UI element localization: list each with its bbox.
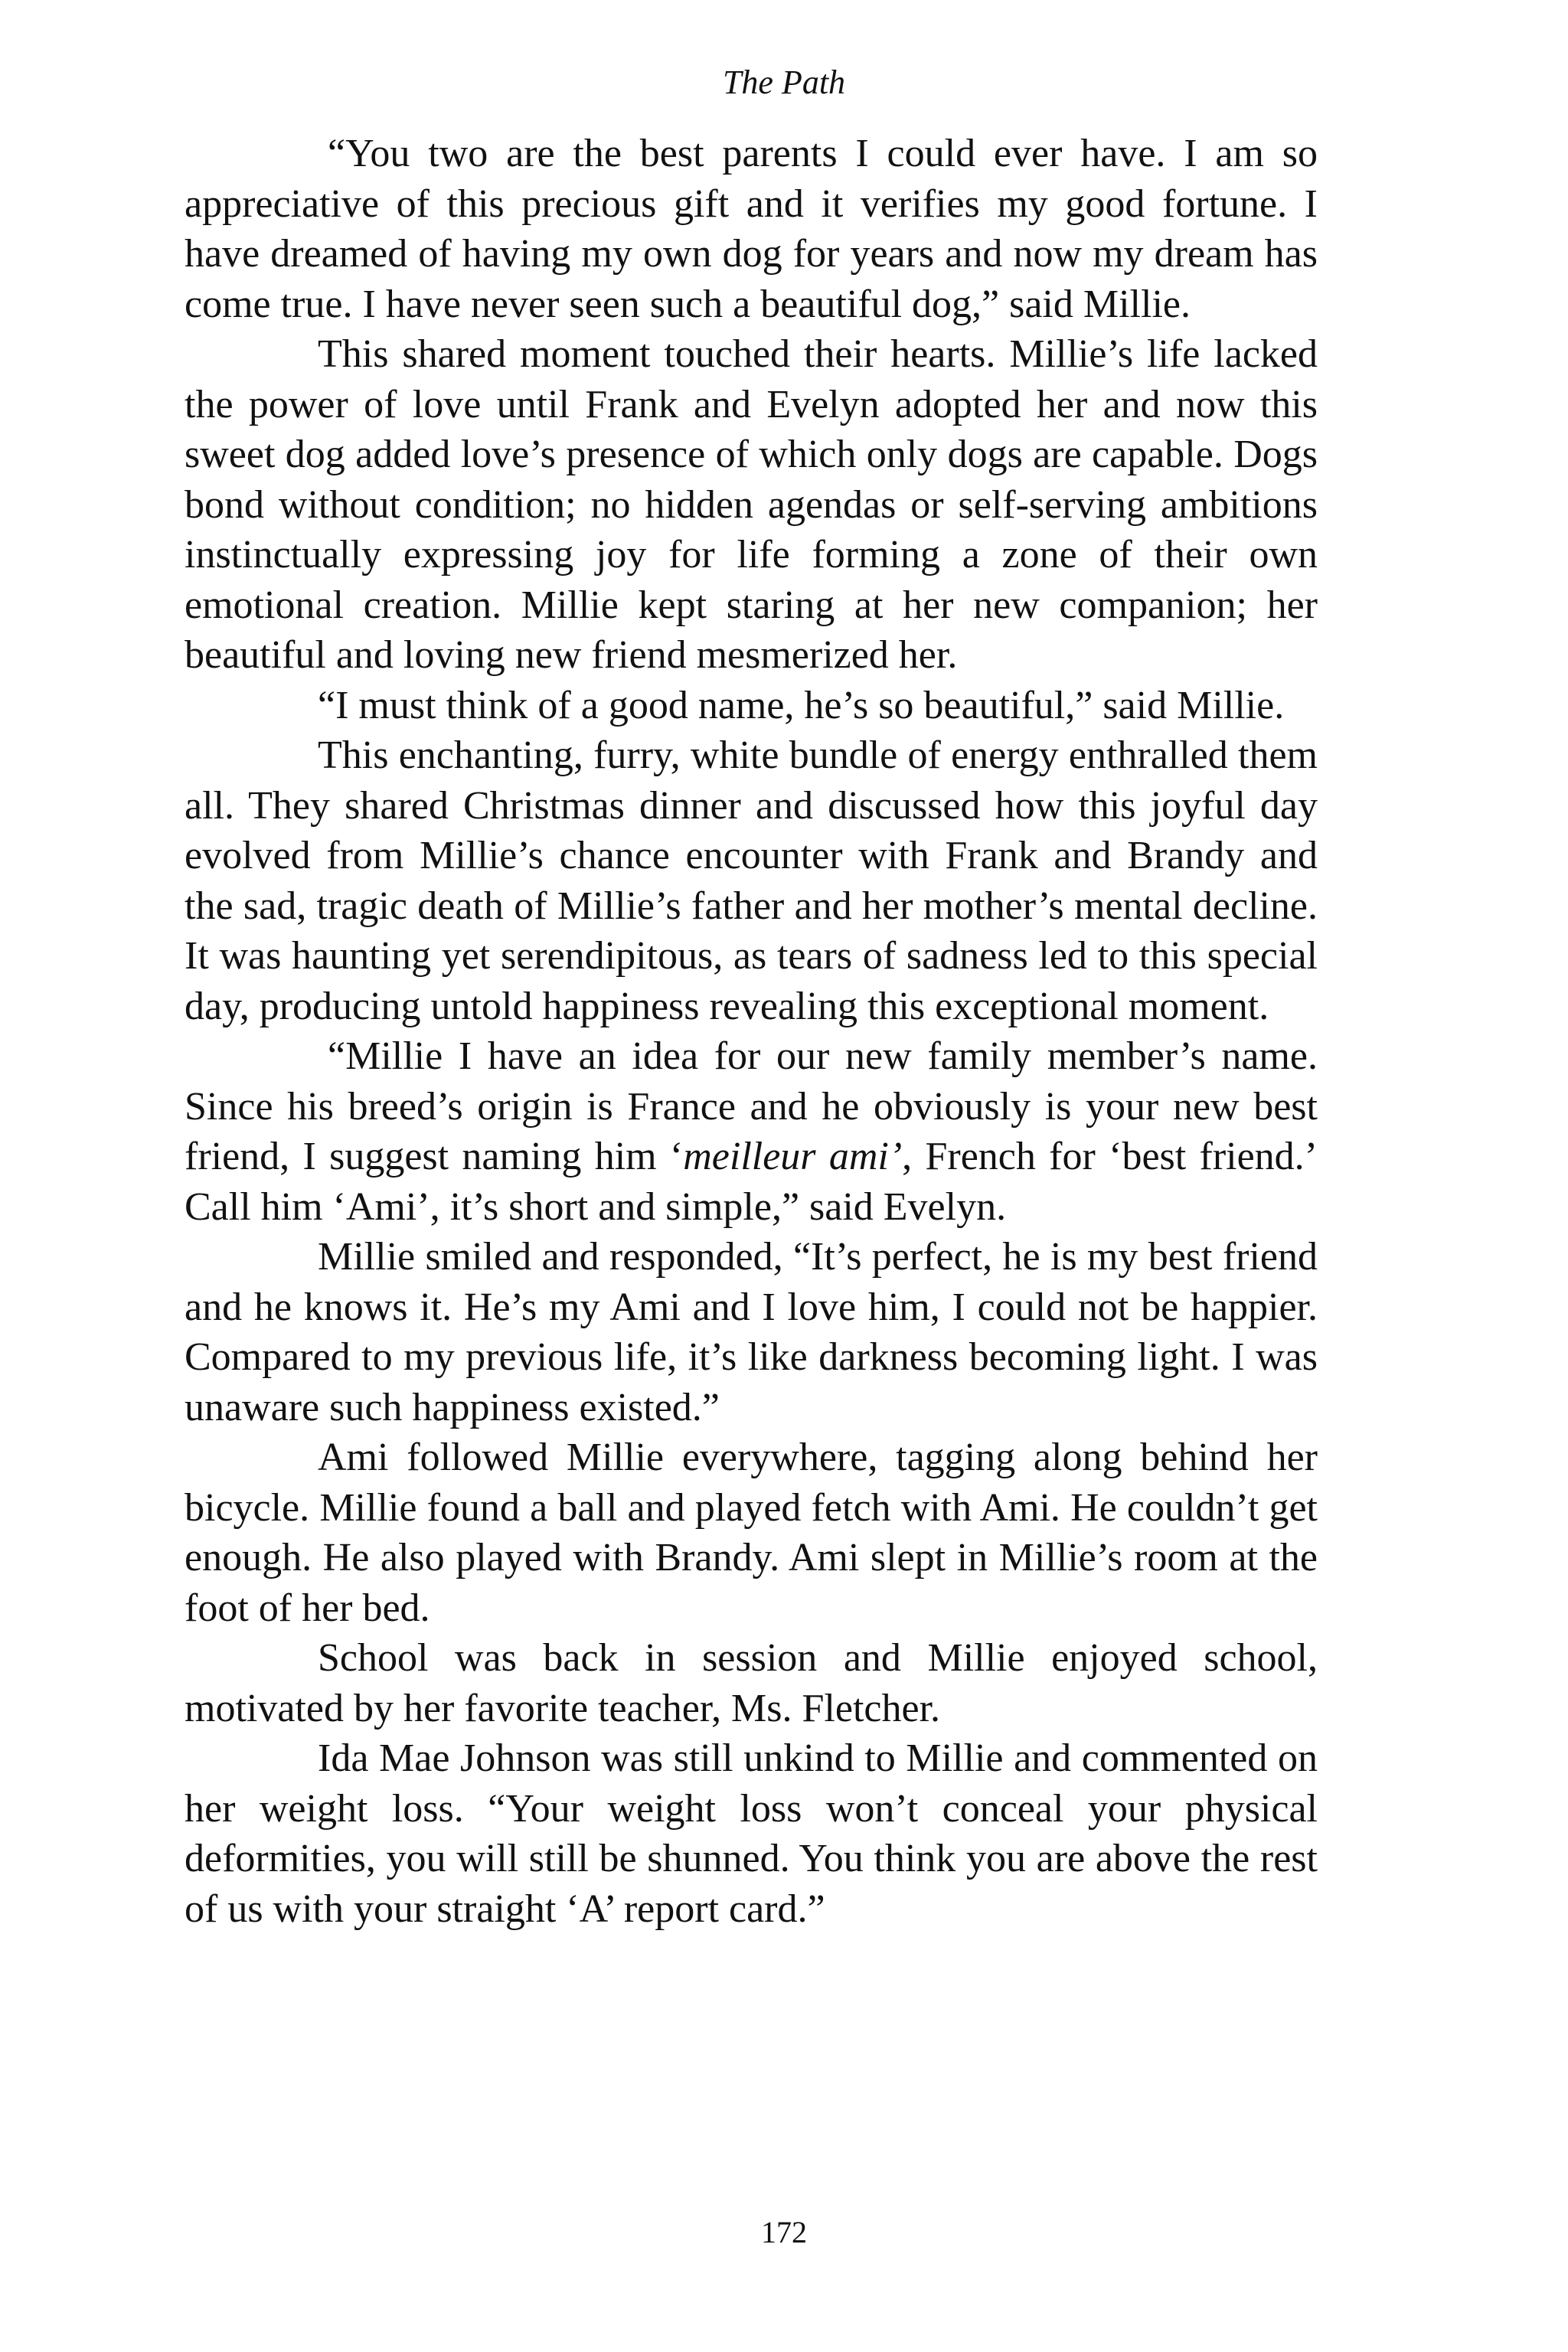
paragraph: School was back in session and Millie enjoyed school, motivated by her favorite teacher, Ms. Fletcher.	[185, 1636, 1318, 1730]
page-number: 172	[761, 2215, 807, 2249]
paragraph: Ami followed Millie everywhere, tagging along behind her bicycle. Millie found a ball and played fetch with Ami. He couldn’t get enough. He also played with Brandy. Ami slept in Millie’s room at the foot of her bed.	[185, 1436, 1318, 1630]
body-text	[185, 129, 1318, 1934]
paragraph: “I must think of a good name, he’s so beautiful,” said Millie.	[318, 683, 1285, 727]
paragraph: “You two are the best parents I could ever have. I am so appreciative of this precious gift and it verifies my good fortune. I have dreamed of having my own dog for years and now my dream has come true. I have never seen such a beautiful dog,” said Millie.	[185, 132, 1318, 326]
paragraph-text: , French for ‘best friend.’ Call him ‘Ami’, it’s short and simple,” said Evelyn.	[185, 1135, 1318, 1229]
paragraph: Millie smiled and responded, “It’s perfect, he is my best friend and he knows it. He’s my Ami and I love him, I could not be happier. Compared to my previous life, it’s like darkness becoming light. I was unaware such happiness existed.”	[185, 1235, 1318, 1429]
paragraph	[185, 1031, 1318, 1232]
paragraph: Ida Mae Johnson was still unkind to Millie and commented on her weight loss. “Your weight loss won’t conceal your physical deformities, you will still be shunned. You think you are above the rest of us with your straight ‘A’ report card.”	[185, 1736, 1318, 1931]
italic-phrase: meilleur ami’	[683, 1135, 903, 1178]
paragraph: This enchanting, furry, white bundle of energy enthralled them all. They shared Christmas dinner and discussed how this joyful day evolved from Millie’s chance encounter with Frank and Brandy and the sad, tragic death of Millie’s father and her mother’s mental decline. It was haunting yet serendipitous, as tears of sadness led to this special day, producing untold happiness revealing this exceptional moment.	[185, 733, 1318, 1028]
running-title: The Path	[722, 64, 846, 101]
paragraph: This shared moment touched their hearts. Millie’s life lacked the power of love until Frank and Evelyn adopted her and now this sweet dog added love’s presence of which only dogs are capable. Dogs bond without condition; no hidden agendas or self-serving ambitions instinctually expressing joy for life forming a zone of their own emotional creation. Millie kept staring at her new companion; her beautiful and loving new friend mesmerized her.	[185, 332, 1318, 677]
paragraph-text: “Millie I have an idea for our new family member’s name. Since his breed’s origin is France and he obviously is your new best friend, I suggest naming him ‘	[185, 1034, 1318, 1178]
